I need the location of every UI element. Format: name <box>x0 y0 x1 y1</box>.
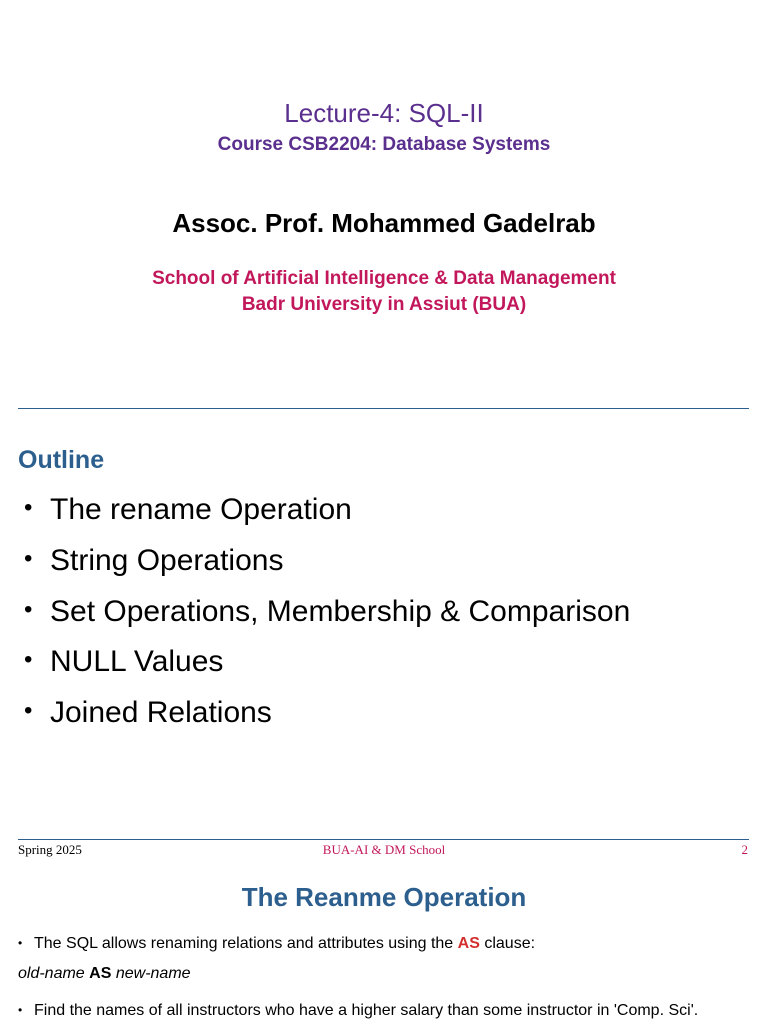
bullet-icon: • <box>24 646 33 674</box>
outline-heading: Outline <box>18 446 105 474</box>
bullet-line <box>18 933 535 954</box>
bullet-icon: • <box>24 494 33 521</box>
outline-item-label: NULL Values <box>50 645 224 679</box>
syntax-as: AS <box>89 965 112 982</box>
school-name: School of Artificial Intelligence & Data Management <box>152 268 616 289</box>
bullet-icon: • <box>24 595 33 623</box>
bullet-icon: • <box>24 697 33 725</box>
lecture-title: Lecture-4: SQL-II <box>284 98 484 128</box>
outline-item-label: String Operations <box>50 543 284 577</box>
university-name: Badr University in Assiut (BUA) <box>241 294 527 315</box>
outline-item <box>24 592 630 643</box>
author-name: Assoc. Prof. Mohammed Gadelrab <box>172 208 596 238</box>
syntax-line <box>18 964 191 984</box>
bullet-text-end: clause: <box>484 935 536 952</box>
divider-top <box>18 408 749 409</box>
bullet-line <box>18 1000 698 1021</box>
footer-school: BUA-AI & DM School <box>322 842 446 857</box>
outline-item <box>24 693 630 744</box>
course-subtitle: Course CSB2204: Database Systems <box>217 134 551 155</box>
outline-item-label: Set Operations, Membership & Comparison <box>50 594 631 628</box>
page-number: 2 <box>741 842 748 857</box>
as-keyword: AS <box>457 935 480 952</box>
bullet-icon: • <box>24 544 33 572</box>
outline-item-label: The rename Operation <box>50 493 352 526</box>
outline-item <box>24 642 630 693</box>
bullet-icon: • <box>18 936 23 950</box>
outline-item-label: Joined Relations <box>50 696 272 730</box>
bullet-icon: • <box>18 1003 23 1017</box>
divider-footer <box>18 839 749 840</box>
outline-item <box>24 541 630 592</box>
slide-title: The Reanme Operation <box>241 882 527 912</box>
outline-list <box>24 490 630 744</box>
syntax-old-name: old-name <box>18 965 85 982</box>
outline-item <box>24 490 630 541</box>
bullet-text: The SQL allows renaming relations and attributes using the <box>34 935 454 952</box>
syntax-new-name: new-name <box>115 965 191 982</box>
bullet-text: Find the names of all instructors who have a higher salary than some instructor in 'Comp. Sci'. <box>34 1002 699 1019</box>
footer-term: Spring 2025 <box>18 842 82 857</box>
